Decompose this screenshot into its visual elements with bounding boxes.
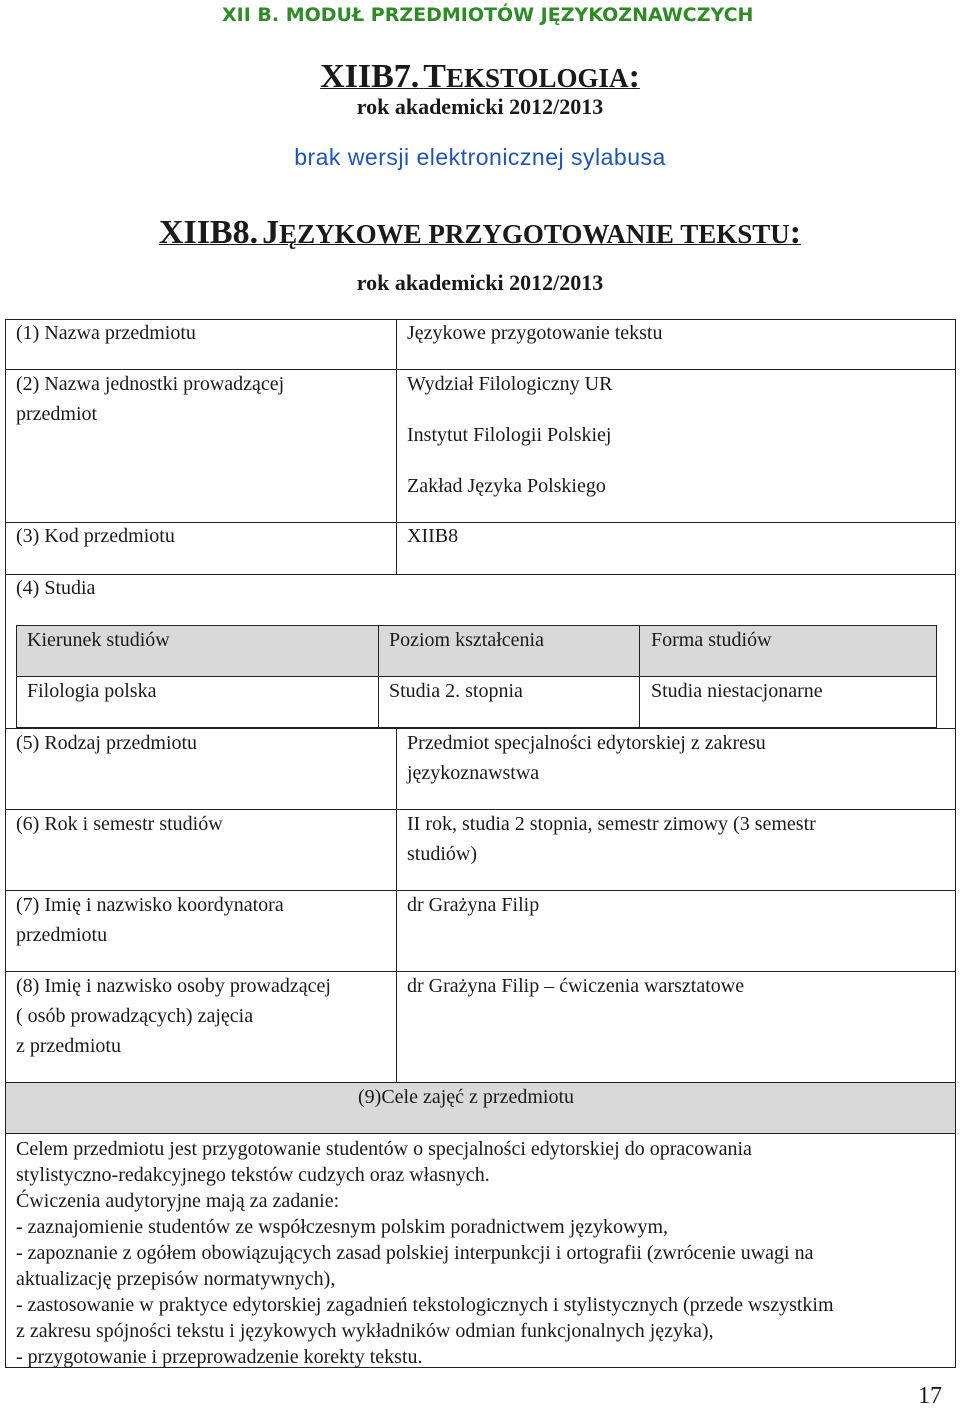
row5-label: (5) Rodzaj przedmiotu bbox=[16, 732, 198, 754]
row9-title: Cele zajęć z przedmiotu bbox=[381, 1086, 575, 1108]
section7-colon: : bbox=[628, 58, 640, 95]
goals-line: z zakresu spójności tekstu i językowych wykładników odmian funkcjonalnych języka), bbox=[16, 1320, 714, 1342]
row2-label-line1: (2) Nazwa jednostki prowadzącej bbox=[16, 373, 285, 395]
section8-title bbox=[0, 214, 960, 252]
goals-line: - zaznajomienie studentów ze współczesnym polskim poradnictwem językowym, bbox=[16, 1216, 669, 1238]
section7-title-first: T bbox=[423, 58, 446, 95]
row1-label: (1) Nazwa przedmiotu bbox=[16, 322, 196, 344]
row8-label-line2: ( osób prowadzących) zajęcia bbox=[16, 1005, 254, 1027]
goals-line: stylistyczno-redakcyjnego tekstów cudzych oraz własnych. bbox=[16, 1164, 490, 1186]
studies-header-field: Kierunek studiów bbox=[27, 629, 170, 651]
goals-line: Ćwiczenia audytoryjne mają za zadanie: bbox=[16, 1190, 340, 1212]
section7-year: rok akademicki 2012/2013 bbox=[356, 94, 604, 119]
studies-value-form: Studia niestacjonarne bbox=[651, 680, 823, 702]
row8-label-line3: z przedmiotu bbox=[16, 1035, 121, 1057]
studies-header-level: Poziom kształcenia bbox=[389, 629, 544, 651]
running-header: XII B. MODUŁ PRZEDMIOTÓW JĘZYKOZNAWCZYCH bbox=[222, 4, 754, 26]
column-divider bbox=[396, 728, 397, 1082]
column-divider bbox=[396, 319, 397, 574]
studies-header-form: Forma studiów bbox=[651, 629, 772, 651]
row2-label-line2: przedmiot bbox=[16, 403, 98, 425]
row7-value: dr Grażyna Filip bbox=[407, 894, 540, 916]
row-divider bbox=[5, 574, 956, 575]
row6-value-line2: studiów) bbox=[407, 843, 477, 865]
goals-line: - zapoznanie z ogółem obowiązujących zasad polskiej interpunkcji i ortografii (zwrócenie uwagi na bbox=[16, 1242, 814, 1264]
row5-value-line2: językoznawstwa bbox=[407, 762, 540, 784]
goals-line: Celem przedmiotu jest przygotowanie studentów o specjalności edytorskiej do opracowania bbox=[16, 1138, 752, 1160]
row8-label-line1: (8) Imię i nazwisko osoby prowadzącej bbox=[16, 975, 331, 997]
row6-label: (6) Rok i semestr studiów bbox=[16, 813, 223, 835]
studies-col-divider bbox=[378, 625, 379, 728]
goals-line: - przygotowanie i przeprowadzenie korekty tekstu. bbox=[16, 1346, 423, 1368]
section8-colon: : bbox=[789, 214, 802, 251]
goals-line: - zastosowanie w praktyce edytorskiej zagadnień tekstologicznych i stylistycznych (przede wszystkim bbox=[16, 1294, 834, 1316]
section8-title-first: J bbox=[262, 214, 280, 251]
row3-label: (3) Kod przedmiotu bbox=[16, 525, 175, 547]
row4-label: (4) Studia bbox=[16, 577, 96, 599]
row1-value: Językowe przygotowanie tekstu bbox=[407, 322, 663, 344]
section7-title bbox=[0, 58, 960, 96]
section8-number: XIIB8. bbox=[158, 214, 259, 251]
row9-number: (9) bbox=[358, 1086, 382, 1108]
section7-number: XIIB7. bbox=[320, 58, 420, 95]
row8-value: dr Grażyna Filip – ćwiczenia warsztatowe bbox=[407, 975, 745, 997]
row7-label-line2: przedmiotu bbox=[16, 924, 108, 946]
section7-note-link[interactable]: brak wersji elektronicznej sylabusa bbox=[294, 144, 666, 170]
row7-label-line1: (7) Imię i nazwisko koordynatora bbox=[16, 894, 284, 916]
goals-line: aktualizację przepisów normatywnych), bbox=[16, 1268, 336, 1290]
row5-value-line1: Przedmiot specjalności edytorskiej z zakresu bbox=[407, 732, 766, 754]
studies-value-level: Studia 2. stopnia bbox=[389, 680, 523, 702]
studies-col-divider bbox=[639, 625, 640, 728]
row3-value: XIIB8 bbox=[407, 525, 459, 547]
section8-year: rok akademicki 2012/2013 bbox=[356, 270, 604, 295]
studies-value-field: Filologia polska bbox=[27, 680, 157, 702]
row6-value-line1: II rok, studia 2 stopnia, semestr zimowy (3 semestr bbox=[407, 813, 816, 835]
row9-header bbox=[358, 1082, 574, 1112]
section8-title-rest: ĘZYKOWE PRZYGOTOWANIE TEKSTU bbox=[279, 219, 790, 249]
row-divider bbox=[5, 1133, 956, 1134]
row2-value-line2: Instytut Filologii Polskiej bbox=[407, 424, 612, 446]
row2-value-line1: Wydział Filologiczny UR bbox=[407, 373, 613, 395]
page-number: 17 bbox=[918, 1383, 942, 1409]
section7-title-rest: EKSTOLOGIA bbox=[445, 63, 629, 93]
row2-value-line3: Zakład Języka Polskiego bbox=[407, 475, 606, 497]
